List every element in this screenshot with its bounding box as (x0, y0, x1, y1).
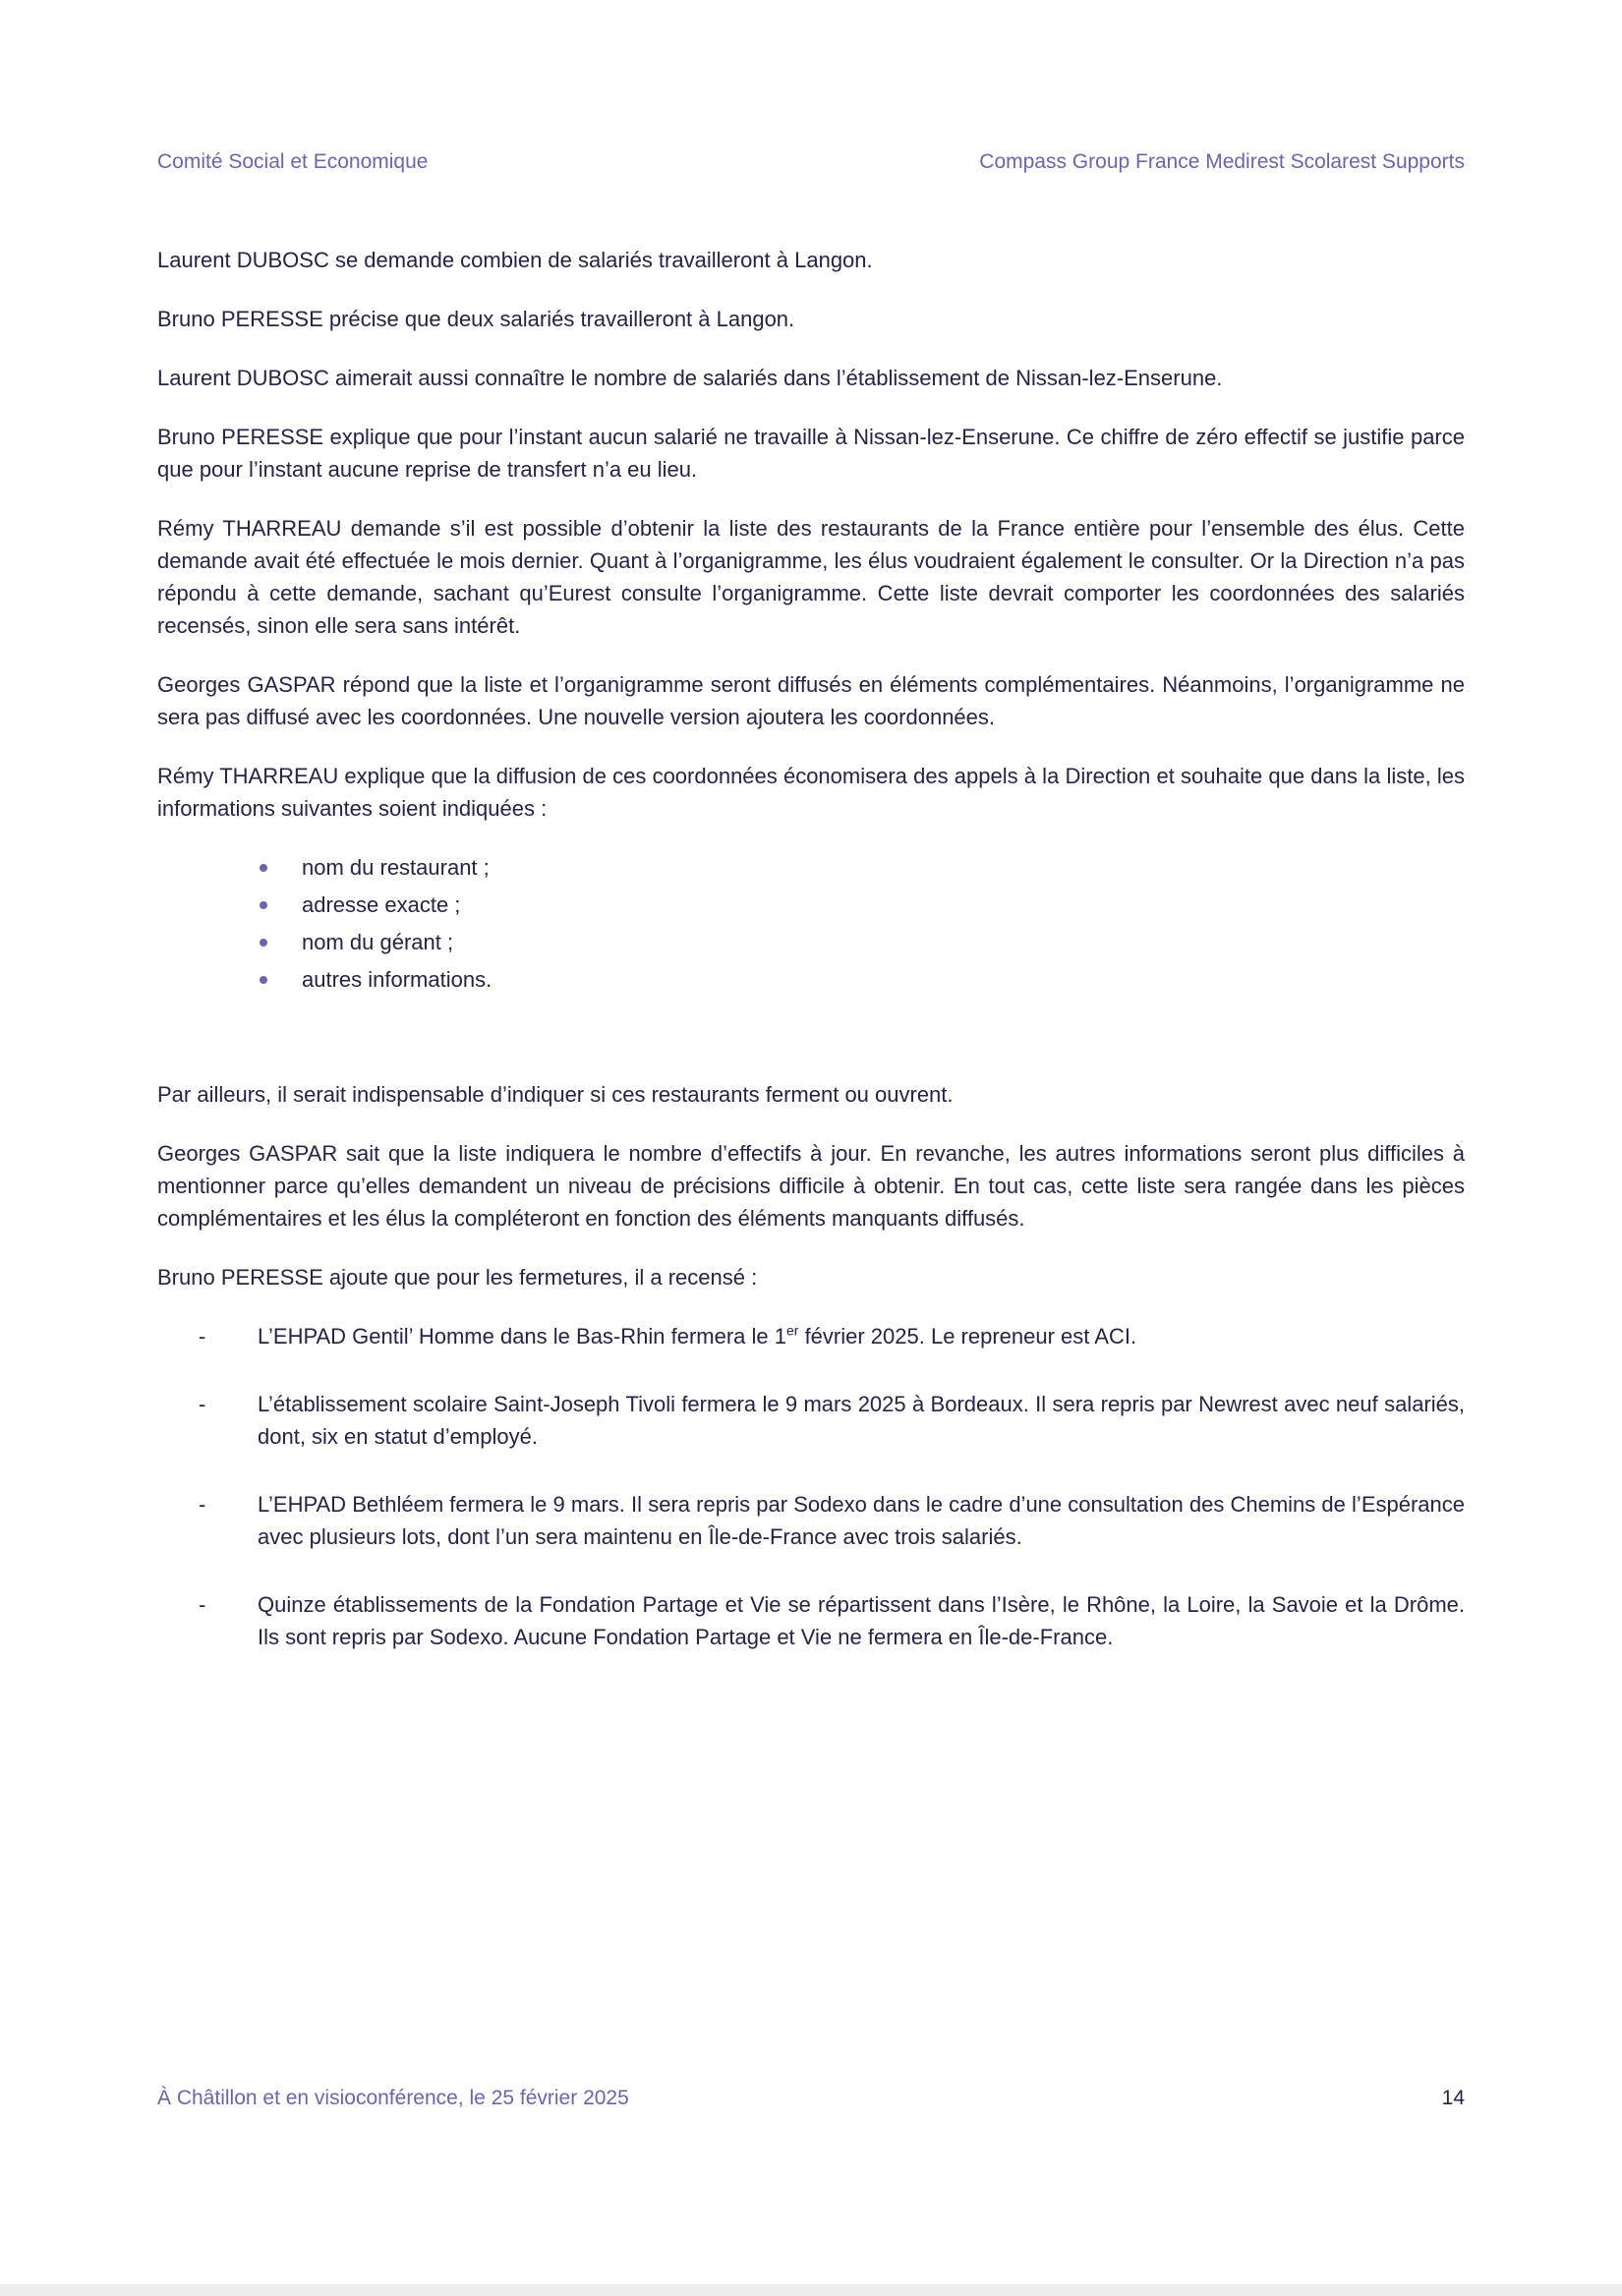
paragraph: Bruno PERESSE précise que deux salariés travailleront à Langon. (157, 307, 795, 331)
bullet-list-item: adresse exacte ; (157, 889, 1465, 921)
header-left-text: Comité Social et Economique (157, 150, 429, 173)
paragraph: Georges GASPAR répond que la liste et l’organigramme seront diffusés en éléments complémentaires. Néanmoins, l’organigramme ne sera pas diffusé avec les coordonnées. Une nouvelle version ajoutera les coordonnées. (157, 672, 1465, 729)
bullet-list (157, 851, 1465, 996)
document-body (157, 244, 1465, 1689)
paragraph: Rémy THARREAU explique que la diffusion de ces coordonnées économisera des appels à la Direction et souhaite que dans la liste, les informations suivantes soient indiquées : (157, 764, 1465, 821)
bullet-list-item: nom du restaurant ; (157, 851, 1465, 884)
bullet-list-item: autres informations. (157, 963, 1465, 996)
paragraph: Laurent DUBOSC aimerait aussi connaître le nombre de salariés dans l’établissement de Nissan-lez-Enserune. (157, 366, 1223, 390)
page-number: 14 (1441, 2087, 1465, 2109)
page-footer (157, 2086, 1465, 2111)
paragraph: Bruno PERESSE explique que pour l’instant aucun salarié ne travaille à Nissan-lez-Enserune. Ce chiffre de zéro effectif se justifie parce que pour l’instant aucune reprise de transfert n’a eu lieu. (157, 425, 1465, 482)
paragraph: Laurent DUBOSC se demande combien de salariés travailleront à Langon. (157, 248, 873, 272)
dash-list-item: - L’EHPAD Bethléem fermera le 9 mars. Il sera repris par Sodexo dans le cadre d’une consultation des Chemins de l’Espérance avec plusieurs lots, dont l’un sera maintenu en Île-de-France avec trois salariés. (157, 1488, 1465, 1553)
header-right-text: Compass Group France Medirest Scolarest Supports (979, 150, 1465, 173)
footer-date: À Châtillon et en visioconférence, le 25 février 2025 (157, 2087, 629, 2109)
page-header (157, 149, 1465, 175)
paragraph: Par ailleurs, il serait indispensable d’indiquer si ces restaurants ferment ou ouvrent. (157, 1082, 954, 1107)
dash-list (157, 1320, 1465, 1653)
dash-list-item: - L’EHPAD Gentil’ Homme dans le Bas-Rhin fermera le 1er février 2025. Le repreneur est ACI. (157, 1320, 1465, 1352)
dash-list-item: - L’établissement scolaire Saint-Joseph Tivoli fermera le 9 mars 2025 à Bordeaux. Il sera repris par Newrest avec neuf salariés, dont, six en statut d’employé. (157, 1388, 1465, 1453)
page-bottom-edge (0, 2284, 1622, 2296)
paragraph: Georges GASPAR sait que la liste indiquera le nombre d’effectifs à jour. En revanche, les autres informations seront plus difficiles à mentionner parce qu’elles demandent un niveau de précisions difficile à obtenir. En tout cas, cette liste sera rangée dans les pièces complémentaires et les élus la compléteront en fonction des éléments manquants diffusés. (157, 1141, 1465, 1231)
paragraph: Bruno PERESSE ajoute que pour les fermetures, il a recensé : (157, 1265, 758, 1290)
superscript-ordinal: er (786, 1322, 799, 1339)
bullet-list-item: nom du gérant ; (157, 926, 1465, 958)
paragraph: Rémy THARREAU demande s’il est possible d’obtenir la liste des restaurants de la France entière pour l’ensemble des élus. Cette demande avait été effectuée le mois dernier. Quant à l’organigramme, les élus voudraient également le consulter. Or la Direction n’a pas répondu à cette demande, sachant qu’Eurest consulte l’organigramme. Cette liste devrait comporter les coordonnées des salariés recensés, sinon elle sera sans intérêt. (157, 516, 1465, 638)
dash-list-item: - Quinze établissements de la Fondation Partage et Vie se répartissent dans l’Isère, le Rhône, la Loire, la Savoie et la Drôme. Ils sont repris par Sodexo. Aucune Fondation Partage et Vie ne fermera en Île-de-France. (157, 1588, 1465, 1653)
